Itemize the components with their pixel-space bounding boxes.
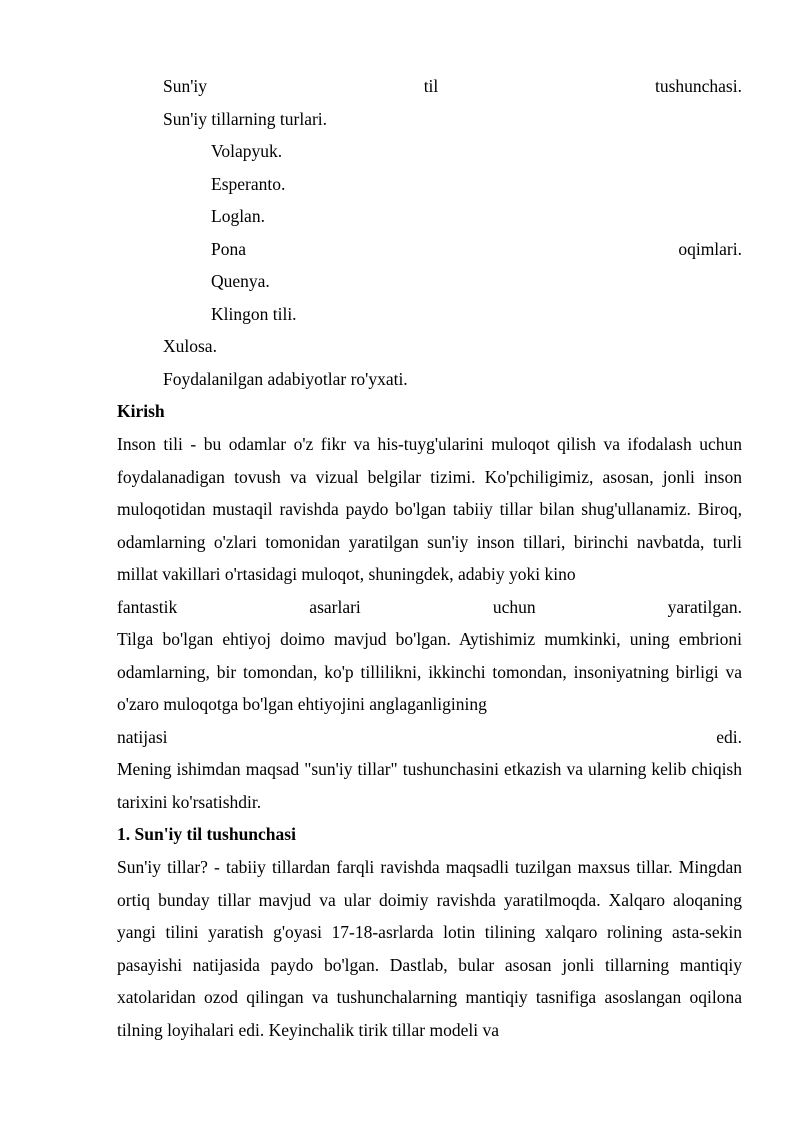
toc-word: Sun'iy bbox=[163, 76, 207, 96]
section-1-heading: 1. Sun'iy til tushunchasi bbox=[117, 824, 296, 844]
toc-subitem-3: Loglan. bbox=[211, 206, 265, 226]
word: natijasi bbox=[117, 726, 168, 747]
toc-item-3: Xulosa. bbox=[163, 336, 217, 356]
word: uchun bbox=[492, 596, 536, 617]
table-of-contents bbox=[0, 70, 800, 395]
word: yaratilgan. bbox=[667, 596, 742, 617]
intro-paragraph-2: Tilga bo'lgan ehtiyoj doimo mavjud bo'lgan. Aytishimiz mumkinki, uning embrioni odamlarning, bir tomondan, ko'p tillilikni, ikkinchi tomondan, insoniyatning birligi va o'zaro muloqotga bo'lgan ehtiyojini anglaganligining bbox=[117, 629, 742, 714]
document-body bbox=[117, 395, 742, 1046]
toc-word: oqimlari. bbox=[678, 238, 742, 259]
word: edi. bbox=[716, 726, 742, 747]
toc-word: til bbox=[423, 76, 439, 96]
intro-paragraph-1-last-line bbox=[117, 591, 742, 624]
intro-paragraph-1: Inson tili - bu odamlar o'z fikr va his-tuyg'ularini muloqot qilish va ifodalash uchun foydalanadigan tovush va vizual belgilar tizimi. Ko'pchiligimiz, asosan, jonli inson muloqotidan mustaqil ravishda paydo bo'lgan tabiiy tillar bilan shug'ullanamiz. Biroq, odamlarning o'zlari tomonidan yaratilgan sun'iy inson tillari, birinchi navbatda, turli millat vakillari o'rtasidagi muloqot, shuningdek, adabiy yoki kino bbox=[117, 434, 742, 584]
toc-word: tushunchasi. bbox=[654, 76, 742, 96]
toc-subitem-1: Volapyuk. bbox=[211, 141, 283, 161]
toc-subitem-2: Esperanto. bbox=[211, 173, 286, 194]
intro-paragraph-2-last-line bbox=[117, 721, 742, 754]
toc-subitem-6: Klingon tili. bbox=[211, 303, 297, 324]
toc-item-4: Foydalanilgan adabiyotlar ro'yxati. bbox=[163, 368, 408, 389]
toc-subitem-5: Quenya. bbox=[211, 271, 270, 291]
section-1-paragraph-1: Sun'iy tillar? - tabiiy tillardan farqli ravishda maqsadli tuzilgan maxsus tillar. Mingdan ortiq bunday tillar mavjud va ular doimiy ravishda yaratilmoqda. Xalqaro aloqaning yangi tilini yaratish g'oyasi 17-18-asrlarda lotin tilining xalqaro rolining asta-sekin pasayishi natijasida paydo bo'lgan. Dastlab, bular asosan jonli tillarning mantiqiy xatolaridan ozod qilingan va tushunchalarning mantiqiy tasnifiga asoslangan oqilona tilning loyihalari edi. Keyinchalik tirik tillar modeli va bbox=[117, 857, 742, 1040]
word: fantastik bbox=[117, 596, 178, 617]
toc-subitem-4 bbox=[0, 233, 742, 266]
toc-word: Pona bbox=[211, 238, 246, 259]
toc-item-2: Sun'iy tillarning turlari. bbox=[163, 108, 328, 129]
toc-item-1 bbox=[0, 70, 742, 103]
intro-heading: Kirish bbox=[117, 401, 165, 421]
intro-paragraph-3: Mening ishimdan maqsad "sun'iy tillar" tushunchasini etkazish va ularning kelib chiqish tarixini ko'rsatishdir. bbox=[117, 759, 742, 812]
word: asarlari bbox=[309, 596, 361, 617]
